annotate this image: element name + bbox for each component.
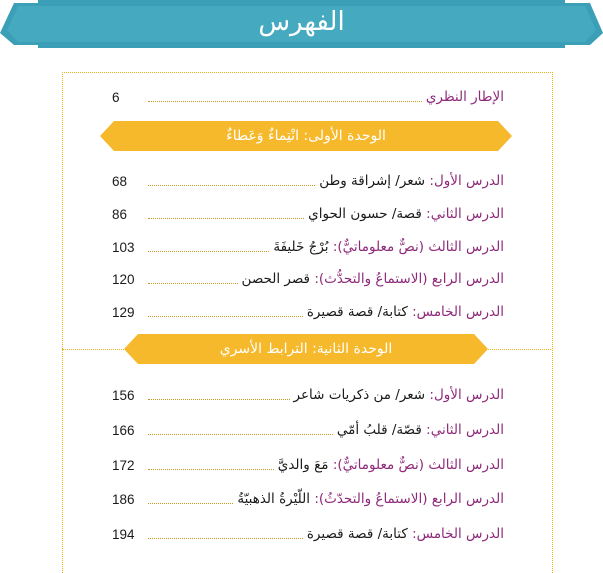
dot-leader xyxy=(148,315,303,317)
lesson-label: الدرس الثالث (نصٌّ معلوماتيٌّ): xyxy=(332,457,504,473)
dot-leader xyxy=(148,217,304,219)
toc-entry-page: 6 xyxy=(112,89,120,105)
lesson-title: قصّة/ قلبُ أمّي xyxy=(336,422,422,438)
dot-leader xyxy=(148,184,315,186)
unit-banner-2 xyxy=(100,334,512,364)
toc-entry-page: 194 xyxy=(112,526,135,542)
toc-entry[interactable] xyxy=(112,171,504,191)
lesson-title: كتابة/ قصة قصيرة xyxy=(306,526,408,542)
dot-leader xyxy=(148,398,290,400)
toc-entry-page: 186 xyxy=(112,491,135,507)
lesson-label: الدرس الخامس: xyxy=(412,526,504,542)
toc-entry-page: 166 xyxy=(112,422,135,438)
unit-title: الوحدة الأولى: انْتِماءٌ وَعَطاءٌ xyxy=(226,128,386,144)
dot-leader xyxy=(148,502,233,504)
header-banner xyxy=(0,0,603,50)
toc-entry-page: 86 xyxy=(112,206,128,222)
toc-entry[interactable] xyxy=(112,385,504,405)
dot-leader xyxy=(148,250,269,252)
toc-entry-page: 156 xyxy=(112,387,135,403)
lesson-label: الدرس الثاني: xyxy=(426,206,504,222)
lesson-title: كتابة/ قصة قصيرة xyxy=(306,304,408,320)
toc-entry[interactable] xyxy=(112,455,504,475)
unit-title: الوحدة الثانية: الترابط الأسري xyxy=(219,341,393,357)
lesson-title: بُرْجُ خَليفَةَ xyxy=(273,239,329,255)
lesson-label: الدرس الخامس: xyxy=(412,304,504,320)
toc-entry[interactable] xyxy=(112,269,504,289)
lesson-title: قصر الحصن xyxy=(241,271,311,287)
lesson-title: مَعَ والديَّ xyxy=(277,457,329,473)
dot-leader xyxy=(148,468,274,470)
lesson-label: الدرس الأول: xyxy=(429,173,504,189)
toc-entry[interactable] xyxy=(112,489,504,509)
dot-leader xyxy=(148,282,238,284)
dot-leader xyxy=(148,433,333,435)
dot-leader xyxy=(148,100,422,102)
toc-entry-page: 129 xyxy=(112,304,135,320)
toc-entry[interactable] xyxy=(112,237,504,257)
lesson-label: الدرس الأول: xyxy=(429,387,504,403)
lesson-label: الدرس الرابع (الاستماعُ والتحدُّث): xyxy=(314,271,504,287)
lesson-title: شعر/ من ذكريات شاعر xyxy=(293,387,426,403)
lesson-title: اللّيْرةُ الذهبيّةُ xyxy=(237,491,311,507)
toc-entry[interactable] xyxy=(112,420,504,440)
toc-entry[interactable] xyxy=(112,204,504,224)
toc-entry[interactable] xyxy=(112,302,504,322)
lesson-label: الدرس الثالث (نصٌّ معلوماتيٌّ): xyxy=(332,239,504,255)
toc-entry-intro[interactable] xyxy=(112,87,504,107)
toc-entry-page: 120 xyxy=(112,271,135,287)
toc-entry-title: الإطار النظري xyxy=(425,89,504,105)
dot-leader xyxy=(148,537,303,539)
lesson-label: الدرس الرابع (الاستماعُ والتحدّثُ): xyxy=(314,491,504,507)
page-title: الفهرس xyxy=(258,7,345,37)
unit-banner-1 xyxy=(100,121,512,151)
lesson-label: الدرس الثاني: xyxy=(426,422,504,438)
toc-entry-page: 68 xyxy=(112,173,128,189)
toc-entry-page: 103 xyxy=(112,239,135,255)
toc-entry[interactable] xyxy=(112,524,504,544)
lesson-title: شعر/ إشراقة وطن xyxy=(319,173,426,189)
toc-entry-page: 172 xyxy=(112,457,135,473)
lesson-title: قصة/ حسون الحواي xyxy=(308,206,422,222)
